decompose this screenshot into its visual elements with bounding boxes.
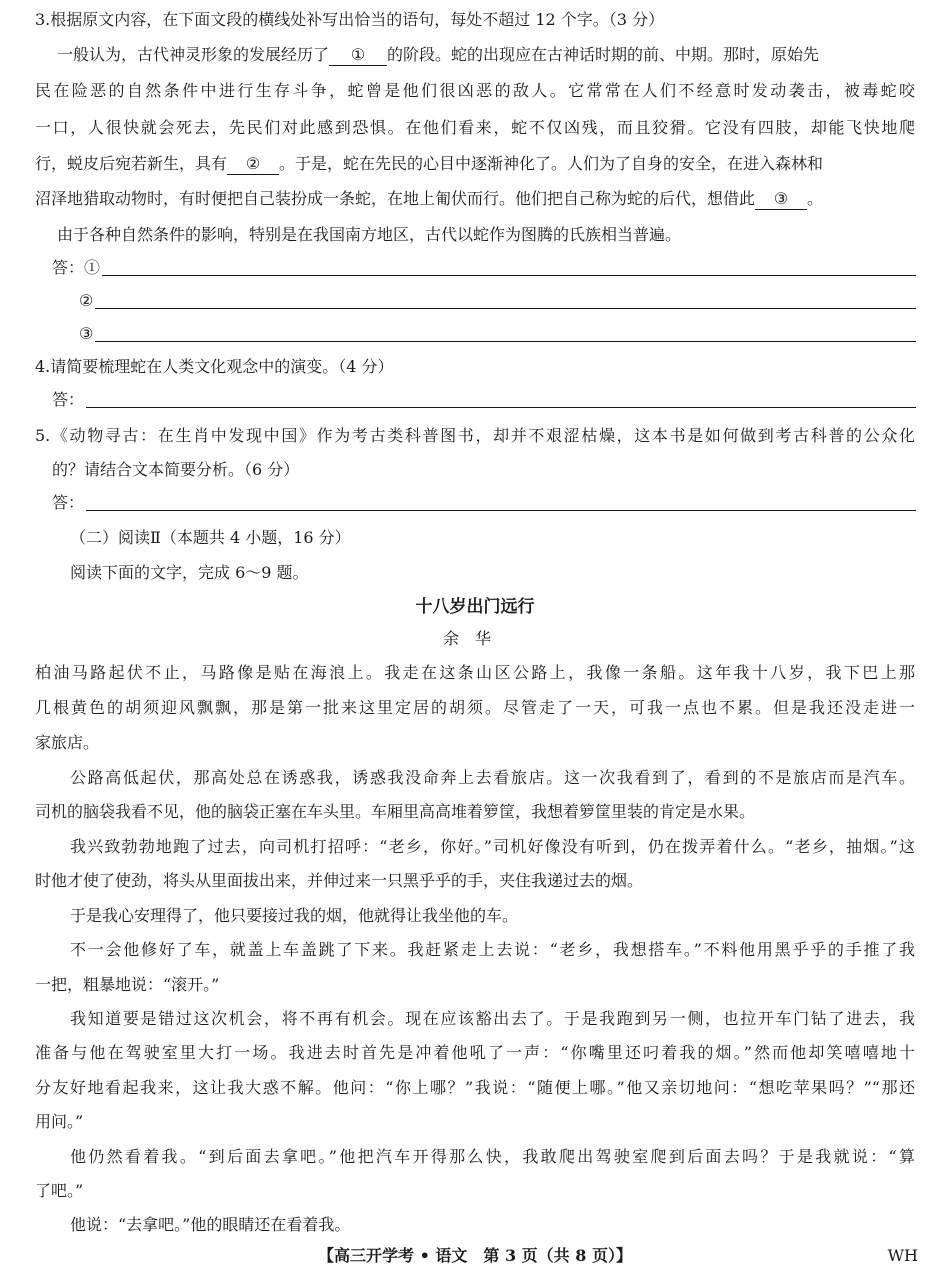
- q3-passage-line-3: 一口，人很快就会死去，先民们对此感到恐惧。在他们看来，蛇不仅凶残，而且狡猾。它没有四肢，却能飞快地爬: [35, 118, 915, 137]
- answer-line-1[interactable]: 答：①: [52, 256, 916, 280]
- story-line: 家旅店。: [35, 733, 100, 752]
- section-heading: （二）阅读Ⅱ（本题共 4 小题，16 分）: [70, 528, 351, 547]
- story-line: 了吧。”: [35, 1181, 84, 1200]
- story-line: 柏油马路起伏不止，马路像是贴在海浪上。我走在这条山区公路上，我像一条船。这年我十八岁，我下巴上那: [35, 663, 915, 682]
- q3-passage-line-5: 沼泽地猎取动物时，有时便把自己装扮成一条蛇，在地上匍伏而行。他们把自己称为蛇的后代，想借此 ③ 。: [35, 189, 824, 208]
- blank-2[interactable]: ②: [227, 154, 279, 175]
- q3-passage-line-2: 民在险恶的自然条件中进行生存斗争，蛇曾是他们很凶恶的敌人。它常常在人们不经意时发动袭击，被毒蛇咬: [35, 81, 915, 100]
- q3-question: 3.根据原文内容，在下面文段的横线处补写出恰当的语句，每处不超过 12 个字。（3 分）: [35, 10, 665, 29]
- answer-line-2[interactable]: ②: [79, 289, 916, 313]
- q4-question: 4.请简要梳理蛇在人类文化观念中的演变。（4 分）: [35, 357, 394, 376]
- story-author: 余华: [442, 629, 507, 648]
- story-line: 我兴致勃勃地跑了过去，向司机打招呼：“老乡，你好。”司机好像没有听到，仍在拨弄着什么。“老乡，抽烟。”这: [70, 837, 915, 856]
- story-line: 公路高低起伏，那高处总在诱惑我，诱惑我没命奔上去看旅店。这一次我看到了，看到的不是旅店而是汽车。: [70, 768, 915, 787]
- story-line: 准备与他在驾驶室里大打一场。我进去时首先是冲着他吼了一声：“你嘴里还叼着我的烟。”然而他却笑嘻嘻地十: [35, 1043, 915, 1062]
- story-line: 于是我心安理得了，他只要接过我的烟，他就得让我坐他的车。: [70, 906, 519, 925]
- story-line: 一把，粗暴地说：“滚开。”: [35, 975, 220, 994]
- section-instruction: 阅读下面的文字，完成 6～9 题。: [70, 563, 309, 582]
- q5-question-line-1: 5.《动物寻古：在生肖中发现中国》作为考古类科普图书，却并不艰涩枯燥，这本书是如何做到考古科普的公众化: [35, 426, 915, 445]
- story-line: 不一会他修好了车，就盖上车盖跳了下来。我赶紧走上去说：“老乡，我想搭车。”不料他用黑乎乎的手推了我: [70, 940, 915, 959]
- page-footer: [0, 1244, 950, 1268]
- q4-answer-line[interactable]: 答：: [52, 388, 916, 412]
- blank-3[interactable]: ③: [755, 189, 807, 210]
- story-line: 他说：“去拿吧。”他的眼睛还在看着我。: [70, 1215, 351, 1234]
- story-line: 分友好地看起我来，这让我大惑不解。他问：“你上哪？”我说：“随便上哪。”他又亲切地问：“想吃苹果吗？”“那还: [35, 1078, 915, 1097]
- footer-code: WH: [887, 1246, 918, 1265]
- story-line: 他仍然看着我。“到后面去拿吧。”他把汽车开得那么快，我敢爬出驾驶室爬到后面去吗？于是我就说：“算: [70, 1147, 915, 1166]
- q3-passage-line-6: 由于各种自然条件的影响，特别是在我国南方地区，古代以蛇作为图腾的氏族相当普遍。: [57, 225, 682, 244]
- story-line: 我知道要是错过这次机会，将不再有机会。现在应该豁出去了。于是我跑到另一侧，也拉开车门钻了进去，我: [70, 1009, 915, 1028]
- story-line: 时他才使了使劲，将头从里面拔出来，并伸过来一只黑乎乎的手，夹住我递过去的烟。: [35, 871, 644, 890]
- q3-passage-line-4: 行，蜕皮后宛若新生，具有 ② 。于是，蛇在先民的心目中逐渐神化了。人们为了自身的安全，在进入森林和: [35, 154, 824, 173]
- q5-answer-line[interactable]: 答：: [52, 491, 916, 515]
- q5-question-line-2: 的？请结合文本简要分析。（6 分）: [52, 460, 300, 479]
- story-line: 几根黄色的胡须迎风飘飘，那是第一批来这里定居的胡须。尽管走了一天，可我一点也不累。但是我还没走进一: [35, 698, 915, 717]
- story-line: 用问。”: [35, 1112, 84, 1131]
- story-line: 司机的脑袋我看不见，他的脑袋正塞在车头里。车厢里高高堆着箩筐，我想着箩筐里装的肯定是水果。: [35, 802, 756, 821]
- q3-passage-line-1: 一般认为，古代神灵形象的发展经历了 ① 的阶段。蛇的出现应在古神话时期的前、中期。那时，原始先: [57, 45, 820, 64]
- story-title: 十八岁出门远行: [415, 597, 535, 617]
- footer-page-info: 【高三开学考 • 语文 第 3 页（共 8 页）】: [318, 1246, 632, 1265]
- blank-1[interactable]: ①: [329, 45, 387, 66]
- answer-line-3[interactable]: ③: [79, 322, 916, 346]
